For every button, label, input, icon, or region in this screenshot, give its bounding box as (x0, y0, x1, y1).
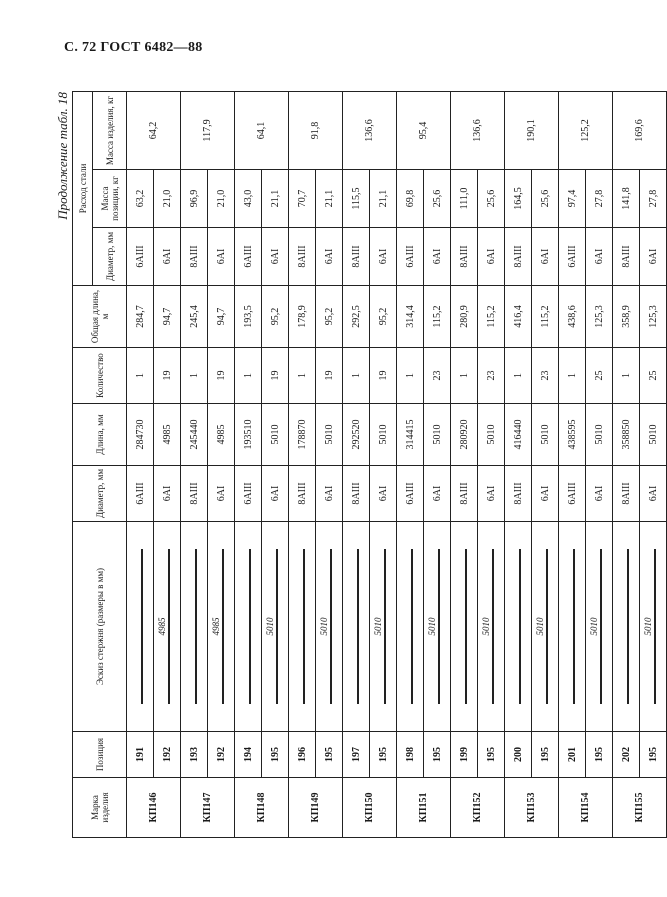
position-cell: 195 (478, 732, 505, 778)
table-row (127, 91, 154, 837)
mark-cell: КП153 (505, 778, 559, 838)
count-cell: 1 (235, 348, 262, 404)
bar-length-label: 5010 (642, 617, 653, 636)
mass-item-cell: 117,9 (181, 91, 235, 169)
sketch-cell (208, 522, 235, 732)
total-length-cell: 95,2 (262, 286, 289, 348)
length-cell: 438595 (559, 404, 586, 466)
steel-diameter-cell: 6АI (586, 228, 613, 286)
diameter-cell: 6АI (532, 466, 559, 522)
diameter-cell: 8АIII (343, 466, 370, 522)
table-body (127, 91, 667, 837)
mass-position-cell: 27,8 (586, 170, 613, 228)
diameter-cell: 6АI (154, 466, 181, 522)
diameter-cell: 8АIII (289, 466, 316, 522)
position-cell: 200 (505, 732, 532, 778)
steel-diameter-cell: 6АI (370, 228, 397, 286)
bar-sketch (640, 524, 666, 729)
bar-length-label: 5010 (318, 617, 329, 636)
header-diameter: Диаметр, мм (73, 466, 127, 522)
bar-line (600, 549, 602, 705)
total-length-cell: 193,5 (235, 286, 262, 348)
position-cell: 195 (316, 732, 343, 778)
mass-position-cell: 70,7 (289, 170, 316, 228)
table-row (559, 91, 586, 837)
bar-line (573, 549, 575, 705)
count-cell: 23 (532, 348, 559, 404)
bar-sketch (154, 524, 180, 729)
sketch-cell (451, 522, 478, 732)
bar-line (357, 549, 359, 705)
bar-line (222, 549, 224, 705)
count-cell: 1 (505, 348, 532, 404)
sketch-cell (262, 522, 289, 732)
total-length-cell: 115,2 (532, 286, 559, 348)
mass-position-cell: 21,0 (208, 170, 235, 228)
table-row (613, 91, 640, 837)
mass-position-cell: 63,2 (127, 170, 154, 228)
bar-length-label: 4985 (156, 617, 167, 636)
steel-diameter-cell: 6АI (424, 228, 451, 286)
total-length-cell: 245,4 (181, 286, 208, 348)
length-cell: 416440 (505, 404, 532, 466)
bar-line (465, 549, 467, 705)
mark-cell: КП152 (451, 778, 505, 838)
bar-sketch (343, 524, 369, 729)
page-header: С. 72 ГОСТ 6482—88 (64, 40, 203, 55)
sketch-cell (640, 522, 667, 732)
table-row (370, 91, 397, 837)
count-cell: 1 (397, 348, 424, 404)
sketch-cell (424, 522, 451, 732)
total-length-cell: 438,6 (559, 286, 586, 348)
total-length-cell: 292,5 (343, 286, 370, 348)
bar-line (492, 549, 494, 705)
bar-line (195, 549, 197, 705)
steel-diameter-cell: 6АIII (127, 228, 154, 286)
count-cell: 19 (154, 348, 181, 404)
table-row (154, 91, 181, 837)
length-cell: 5010 (316, 404, 343, 466)
length-cell: 4985 (154, 404, 181, 466)
length-cell: 5010 (262, 404, 289, 466)
steel-diameter-cell: 8АIII (181, 228, 208, 286)
total-length-cell: 280,9 (451, 286, 478, 348)
total-length-cell: 94,7 (208, 286, 235, 348)
position-cell: 202 (613, 732, 640, 778)
position-cell: 197 (343, 732, 370, 778)
diameter-cell: 6АIII (235, 466, 262, 522)
steel-diameter-cell: 6АI (532, 228, 559, 286)
steel-diameter-cell: 8АIII (343, 228, 370, 286)
count-cell: 23 (424, 348, 451, 404)
mass-item-cell: 125,2 (559, 91, 613, 169)
mark-cell: КП147 (181, 778, 235, 838)
position-cell: 199 (451, 732, 478, 778)
mass-item-cell: 136,6 (343, 91, 397, 169)
bar-sketch (613, 524, 639, 729)
bar-length-label: 5010 (588, 617, 599, 636)
mass-item-cell: 136,6 (451, 91, 505, 169)
length-cell: 5010 (424, 404, 451, 466)
sketch-cell (532, 522, 559, 732)
mark-cell: КП146 (127, 778, 181, 838)
steel-diameter-cell: 6АIII (397, 228, 424, 286)
bar-sketch (316, 524, 342, 729)
mass-position-cell: 25,6 (532, 170, 559, 228)
position-cell: 201 (559, 732, 586, 778)
bar-sketch (559, 524, 585, 729)
steel-diameter-cell: 8АIII (613, 228, 640, 286)
diameter-cell: 6АI (640, 466, 667, 522)
position-cell: 195 (532, 732, 559, 778)
bar-length-label: 5010 (372, 617, 383, 636)
mass-position-cell: 69,8 (397, 170, 424, 228)
table-row (181, 91, 208, 837)
bar-line (546, 549, 548, 705)
table-row (343, 91, 370, 837)
position-cell: 195 (640, 732, 667, 778)
steel-diameter-cell: 6АI (640, 228, 667, 286)
count-cell: 19 (208, 348, 235, 404)
steel-diameter-cell: 8АIII (289, 228, 316, 286)
mass-position-cell: 27,8 (640, 170, 667, 228)
diameter-cell: 6АIII (559, 466, 586, 522)
position-cell: 194 (235, 732, 262, 778)
position-cell: 195 (586, 732, 613, 778)
length-cell: 5010 (478, 404, 505, 466)
header-count: Количество (73, 348, 127, 404)
bar-line (519, 549, 521, 705)
table-row (316, 91, 343, 837)
mass-position-cell: 21,0 (154, 170, 181, 228)
table-row (424, 91, 451, 837)
diameter-cell: 6АI (424, 466, 451, 522)
mass-position-cell: 21,1 (370, 170, 397, 228)
length-cell: 5010 (532, 404, 559, 466)
sketch-cell (289, 522, 316, 732)
position-cell: 192 (154, 732, 181, 778)
header-total-length: Общая длина, м (73, 286, 127, 348)
bar-sketch (424, 524, 450, 729)
bar-sketch (208, 524, 234, 729)
mass-item-cell: 190,1 (505, 91, 559, 169)
table-row (289, 91, 316, 837)
length-cell: 5010 (586, 404, 613, 466)
diameter-cell: 8АIII (613, 466, 640, 522)
mass-item-cell: 64,1 (235, 91, 289, 169)
sketch-cell (586, 522, 613, 732)
bar-length-label: 5010 (534, 617, 545, 636)
mass-item-cell: 64,2 (127, 91, 181, 169)
length-cell: 284730 (127, 404, 154, 466)
bar-sketch (289, 524, 315, 729)
header-steel-group: Расход стали (73, 91, 93, 285)
sketch-cell (397, 522, 424, 732)
table-row (451, 91, 478, 837)
count-cell: 19 (316, 348, 343, 404)
mark-cell: КП155 (613, 778, 667, 838)
mass-item-cell: 95,4 (397, 91, 451, 169)
mass-position-cell: 21,1 (262, 170, 289, 228)
total-length-cell: 125,3 (586, 286, 613, 348)
position-cell: 191 (127, 732, 154, 778)
sketch-cell (154, 522, 181, 732)
header-length: Длина, мм (73, 404, 127, 466)
length-cell: 292520 (343, 404, 370, 466)
count-cell: 19 (370, 348, 397, 404)
diameter-cell: 8АIII (181, 466, 208, 522)
bar-line (276, 549, 278, 705)
bar-sketch (505, 524, 531, 729)
bar-line (330, 549, 332, 705)
bar-line (141, 549, 143, 705)
mass-position-cell: 21,1 (316, 170, 343, 228)
count-cell: 1 (127, 348, 154, 404)
mark-cell: КП154 (559, 778, 613, 838)
length-cell: 4985 (208, 404, 235, 466)
rotated-table-container (55, 92, 659, 838)
mass-position-cell: 115,5 (343, 170, 370, 228)
count-cell: 1 (181, 348, 208, 404)
mark-cell: КП150 (343, 778, 397, 838)
diameter-cell: 6АIII (397, 466, 424, 522)
diameter-cell: 8АIII (451, 466, 478, 522)
length-cell: 245440 (181, 404, 208, 466)
bar-sketch (370, 524, 396, 729)
diameter-cell: 6АI (208, 466, 235, 522)
steel-diameter-cell: 6АI (478, 228, 505, 286)
total-length-cell: 178,9 (289, 286, 316, 348)
sketch-cell (559, 522, 586, 732)
diameter-cell: 6АI (478, 466, 505, 522)
mass-position-cell: 164,5 (505, 170, 532, 228)
sketch-cell (181, 522, 208, 732)
total-length-cell: 95,2 (316, 286, 343, 348)
mass-position-cell: 25,6 (424, 170, 451, 228)
table-row (586, 91, 613, 837)
header-sketch: Эскиз стержня (размеры в мм) (73, 522, 127, 732)
total-length-cell: 125,3 (640, 286, 667, 348)
table-row (640, 91, 667, 837)
steel-diameter-cell: 6АI (208, 228, 235, 286)
total-length-cell: 358,9 (613, 286, 640, 348)
sketch-cell (613, 522, 640, 732)
position-cell: 195 (424, 732, 451, 778)
count-cell: 25 (586, 348, 613, 404)
mass-item-cell: 169,6 (613, 91, 667, 169)
bar-sketch (451, 524, 477, 729)
bar-length-label: 5010 (264, 617, 275, 636)
bar-line (627, 549, 629, 705)
mass-position-cell: 96,9 (181, 170, 208, 228)
length-cell: 5010 (370, 404, 397, 466)
count-cell: 1 (451, 348, 478, 404)
header-mass-position: Масса позиции, кг (93, 170, 127, 228)
bar-sketch (397, 524, 423, 729)
sketch-cell (127, 522, 154, 732)
sketch-cell (316, 522, 343, 732)
bar-line (411, 549, 413, 705)
bar-line (654, 549, 656, 705)
table-row (208, 91, 235, 837)
bar-sketch (586, 524, 612, 729)
bar-sketch (262, 524, 288, 729)
count-cell: 1 (559, 348, 586, 404)
bar-sketch (478, 524, 504, 729)
position-cell: 195 (370, 732, 397, 778)
bar-line (249, 549, 251, 705)
table-row (235, 91, 262, 837)
header-steel-diameter: Диаметр, мм (93, 228, 127, 286)
total-length-cell: 284,7 (127, 286, 154, 348)
total-length-cell: 115,2 (478, 286, 505, 348)
mark-cell: КП151 (397, 778, 451, 838)
steel-diameter-cell: 8АIII (505, 228, 532, 286)
position-cell: 192 (208, 732, 235, 778)
total-length-cell: 416,4 (505, 286, 532, 348)
total-length-cell: 95,2 (370, 286, 397, 348)
mass-item-cell: 91,8 (289, 91, 343, 169)
bar-sketch (181, 524, 207, 729)
bar-line (168, 549, 170, 705)
mark-cell: КП148 (235, 778, 289, 838)
mass-position-cell: 97,4 (559, 170, 586, 228)
mass-position-cell: 141,8 (613, 170, 640, 228)
bar-sketch (532, 524, 558, 729)
sketch-cell (478, 522, 505, 732)
diameter-cell: 6АI (316, 466, 343, 522)
position-cell: 195 (262, 732, 289, 778)
bar-line (438, 549, 440, 705)
count-cell: 19 (262, 348, 289, 404)
header-mark: Марка изделия (73, 778, 127, 838)
diameter-cell: 6АI (586, 466, 613, 522)
bar-length-label: 5010 (426, 617, 437, 636)
sketch-cell (235, 522, 262, 732)
table-row (397, 91, 424, 837)
header-mass-item: Масса изделия, кг (93, 91, 127, 169)
length-cell: 314415 (397, 404, 424, 466)
steel-diameter-cell: 6АI (262, 228, 289, 286)
mass-position-cell: 43,0 (235, 170, 262, 228)
steel-diameter-cell: 8АIII (451, 228, 478, 286)
position-cell: 198 (397, 732, 424, 778)
sketch-cell (370, 522, 397, 732)
count-cell: 23 (478, 348, 505, 404)
length-cell: 358850 (613, 404, 640, 466)
total-length-cell: 314,4 (397, 286, 424, 348)
count-cell: 25 (640, 348, 667, 404)
diameter-cell: 6АI (370, 466, 397, 522)
length-cell: 178870 (289, 404, 316, 466)
count-cell: 1 (343, 348, 370, 404)
position-cell: 193 (181, 732, 208, 778)
bar-line (384, 549, 386, 705)
steel-diameter-cell: 6АIII (235, 228, 262, 286)
bar-sketch (127, 524, 153, 729)
table-row (262, 91, 289, 837)
diameter-cell: 8АIII (505, 466, 532, 522)
steel-diameter-cell: 6АI (154, 228, 181, 286)
position-cell: 196 (289, 732, 316, 778)
total-length-cell: 94,7 (154, 286, 181, 348)
total-length-cell: 115,2 (424, 286, 451, 348)
reinforcement-table (72, 91, 667, 838)
mass-position-cell: 111,0 (451, 170, 478, 228)
bar-sketch (235, 524, 261, 729)
mass-position-cell: 25,6 (478, 170, 505, 228)
count-cell: 1 (613, 348, 640, 404)
bar-line (303, 549, 305, 705)
steel-diameter-cell: 6АI (316, 228, 343, 286)
count-cell: 1 (289, 348, 316, 404)
table-caption: Продолжение табл. 18 (55, 92, 70, 220)
sketch-cell (505, 522, 532, 732)
length-cell: 280920 (451, 404, 478, 466)
bar-length-label: 4985 (210, 617, 221, 636)
header-position: Позиция (73, 732, 127, 778)
rotated-page (55, 92, 659, 838)
table-row (505, 91, 532, 837)
bar-length-label: 5010 (480, 617, 491, 636)
diameter-cell: 6АI (262, 466, 289, 522)
diameter-cell: 6АIII (127, 466, 154, 522)
table-row (532, 91, 559, 837)
length-cell: 5010 (640, 404, 667, 466)
sketch-cell (343, 522, 370, 732)
mark-cell: КП149 (289, 778, 343, 838)
steel-diameter-cell: 6АIII (559, 228, 586, 286)
table-row (478, 91, 505, 837)
length-cell: 193510 (235, 404, 262, 466)
